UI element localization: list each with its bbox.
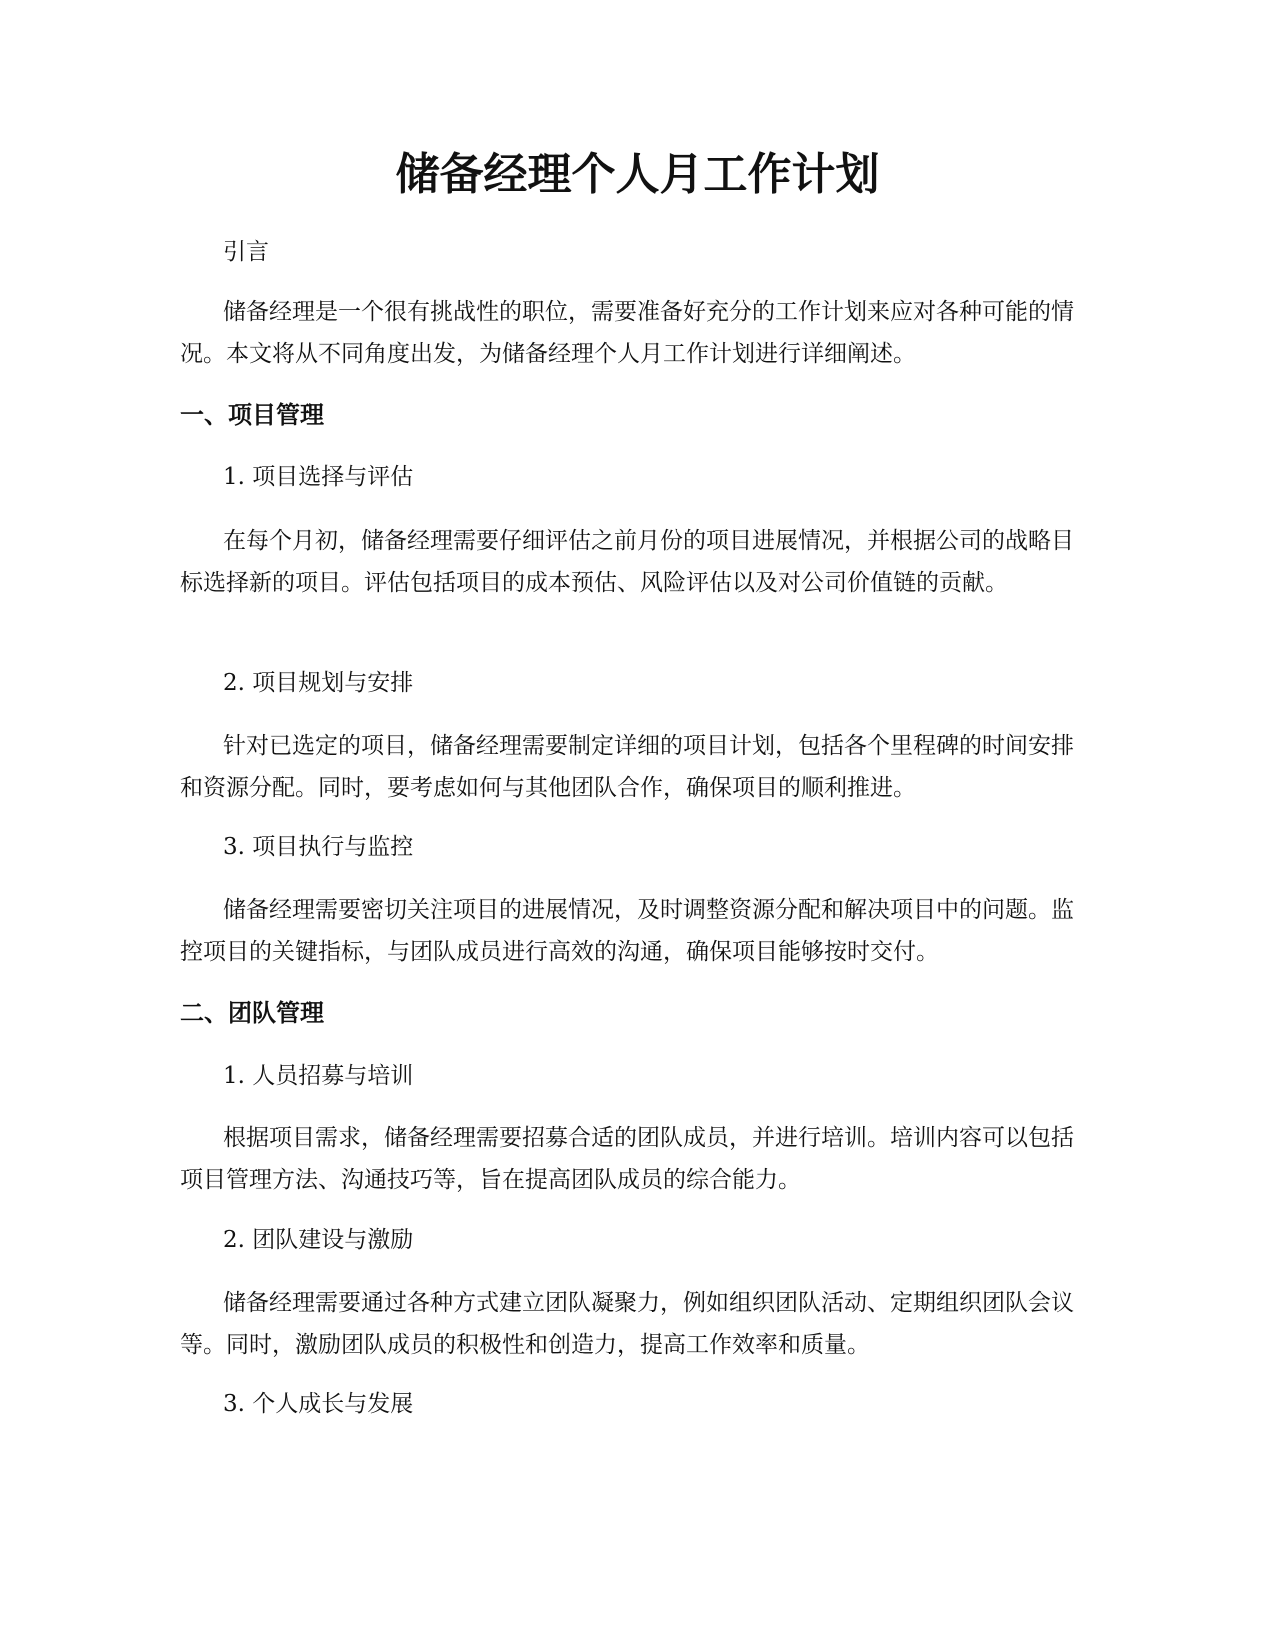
section-heading-project-management: 一、项目管理 xyxy=(180,401,324,429)
document-page xyxy=(180,0,1095,1650)
document-title: 储备经理个人月工作计划 xyxy=(395,149,880,200)
subsection-title: 1. 人员招募与培训 xyxy=(223,1063,414,1089)
subsection-title: 3. 项目执行与监控 xyxy=(223,834,414,860)
intro-label: 引言 xyxy=(223,239,269,265)
section-heading-team-management: 二、团队管理 xyxy=(180,999,324,1027)
subsection-title: 1. 项目选择与评估 xyxy=(223,464,414,490)
subsection-title: 2. 团队建设与激励 xyxy=(223,1227,414,1253)
subsection-title: 2. 项目规划与安排 xyxy=(223,670,414,696)
body-paragraph: 储备经理需要密切关注项目的进展情况，及时调整资源分配和解决项目中的问题。监控项目的关键指标，与团队成员进行高效的沟通，确保项目能够按时交付。 xyxy=(180,897,1074,965)
intro-paragraph: 储备经理是一个很有挑战性的职位，需要准备好充分的工作计划来应对各种可能的情况。本文将从不同角度出发，为储备经理个人月工作计划进行详细阐述。 xyxy=(180,299,1074,367)
subsection-title: 3. 个人成长与发展 xyxy=(223,1391,414,1417)
body-paragraph: 在每个月初，储备经理需要仔细评估之前月份的项目进展情况，并根据公司的战略目标选择新的项目。评估包括项目的成本预估、风险评估以及对公司价值链的贡献。 xyxy=(180,528,1074,596)
body-paragraph: 储备经理需要通过各种方式建立团队凝聚力，例如组织团队活动、定期组织团队会议等。同时，激励团队成员的积极性和创造力，提高工作效率和质量。 xyxy=(180,1290,1074,1358)
body-paragraph: 根据项目需求，储备经理需要招募合适的团队成员，并进行培训。培训内容可以包括项目管理方法、沟通技巧等，旨在提高团队成员的综合能力。 xyxy=(180,1125,1074,1193)
body-paragraph: 针对已选定的项目，储备经理需要制定详细的项目计划，包括各个里程碑的时间安排和资源分配。同时，要考虑如何与其他团队合作，确保项目的顺利推进。 xyxy=(180,733,1074,801)
